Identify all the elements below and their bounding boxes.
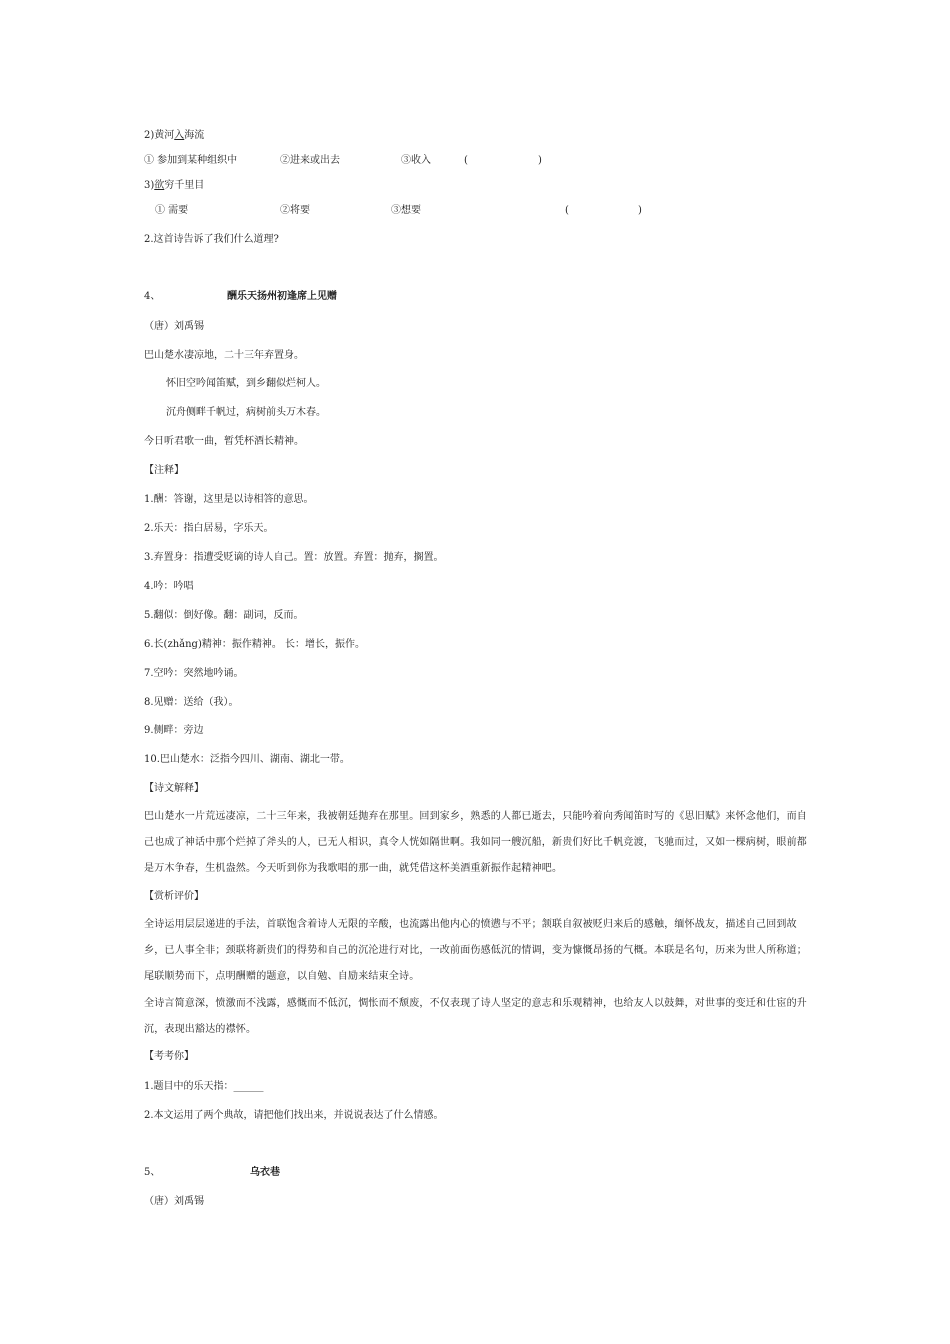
section-number: 5、: [144, 1167, 161, 1178]
appreciation-paragraph: 全诗运用层层递进的手法，首联饱含着诗人无限的辛酸，也流露出他内心的愤懑与不平；颔联自叙被贬归来后的感触，缅怀战友，描述自己回到故乡，已人事全非；颈联将新贵们的得势和自己的沉沦进行对比，一改前面伤感低沉的情调，变为慷慨昂扬的气概。本联是名句，历来为世人所称道；尾联顺势而下，点明酬赠的题意，以自勉、自励来结束全诗。: [144, 919, 807, 982]
poem-title: 乌衣巷: [250, 1167, 280, 1178]
note-item: 9.侧畔：旁边: [144, 725, 204, 736]
poem-line: 沉舟侧畔千帆过，病树前头万木春。: [166, 407, 326, 418]
note-item: 8.见赠：送给（我）。: [144, 697, 239, 708]
option: ②将要: [280, 205, 310, 216]
poem-author: （唐）刘禹锡: [144, 1196, 204, 1207]
note-item: 4.吟：吟唱: [144, 581, 194, 592]
item2-suffix: 海流: [184, 130, 205, 141]
option: ① 参加到某种组织中: [144, 155, 238, 166]
note-item: 5.翻似：倒好像。翻：副词，反而。: [144, 610, 304, 621]
question-item-2: [144, 129, 204, 143]
item3-prefix: 3): [144, 180, 155, 191]
item2-underlined-char: 入: [174, 130, 185, 141]
appreciation-paragraph: 全诗言简意深，愤激而不浅露，感慨而不低沉，惆怅而不颓废，不仅表现了诗人坚定的意志和乐观精神，也给友人以鼓舞，对世事的变迁和仕宦的升沉，表现出豁达的襟怀。: [144, 998, 807, 1035]
answer-paren-close: ): [538, 155, 542, 166]
explanation-header: 【诗文解释】: [144, 783, 204, 794]
note-item: 3.弃置身：指遭受贬谪的诗人自己。置：放置。弃置：抛弃，搁置。: [144, 552, 444, 563]
option: ① 需要: [155, 205, 189, 216]
option: ③收入: [401, 155, 431, 166]
question-item-3: [144, 179, 204, 193]
note-item: 10.巴山楚水：泛指今四川、湖南、湖北一带。: [144, 754, 350, 765]
note-item: 7.空吟：突然地吟诵。: [144, 668, 244, 679]
note-item: 2.乐天：指白居易，字乐天。: [144, 523, 274, 534]
option: ③想要: [391, 205, 421, 216]
explanation-paragraph: 巴山楚水一片荒远凄凉，二十三年来，我被朝廷抛弃在那里。回到家乡，熟悉的人都已逝去，只能吟着向秀闻笛时写的《思旧赋》来怀念他们，而自己也成了神话中那个烂掉了斧头的人，已无人相识，真令人恍如隔世啊。我如同一艘沉船，新贵们好比千帆竞渡，飞驰而过，又如一棵病树，眼前都是万木争春，生机盎然。今天听到你为我歌唱的那一曲，就凭借这杯美酒重新振作起精神吧。: [144, 811, 807, 874]
answer-paren-close: ): [638, 205, 642, 216]
test-question: 2.本文运用了两个典故，请把他们找出来，并说说表达了什么情感。: [144, 1110, 444, 1121]
notes-header: 【注释】: [144, 465, 184, 476]
poem-line: 怀旧空吟闻笛赋，到乡翻似烂柯人。: [166, 378, 326, 389]
option: ②进来或出去: [280, 155, 340, 166]
note-item: 1.酬：答谢，这里是以诗相答的意思。: [144, 494, 314, 505]
poem-title: 酬乐天扬州初逢席上见赠: [227, 291, 337, 302]
test-question: 1.题目中的乐天指：______: [144, 1081, 264, 1092]
answer-paren-open: (: [464, 155, 468, 166]
answer-paren-open: (: [565, 205, 569, 216]
poem-author: （唐）刘禹锡: [144, 321, 204, 332]
poem-line: 巴山楚水凄凉地，二十三年弃置身。: [144, 350, 304, 361]
question-2: 2.这首诗告诉了我们什么道理?: [144, 234, 279, 245]
item2-prefix: 2)黄河: [144, 130, 175, 141]
note-item: 6.长(zhǎng)精神：振作精神。 长：增长，振作。: [144, 639, 366, 650]
test-header: 【考考你】: [144, 1051, 194, 1062]
item3-underlined-char: 欲: [154, 180, 165, 191]
item3-suffix: 穷千里目: [164, 180, 205, 191]
poem-line: 今日听君歌一曲，暂凭杯酒长精神。: [144, 436, 304, 447]
section-number: 4、: [144, 291, 161, 302]
appreciation-header: 【赏析评价】: [144, 891, 204, 902]
